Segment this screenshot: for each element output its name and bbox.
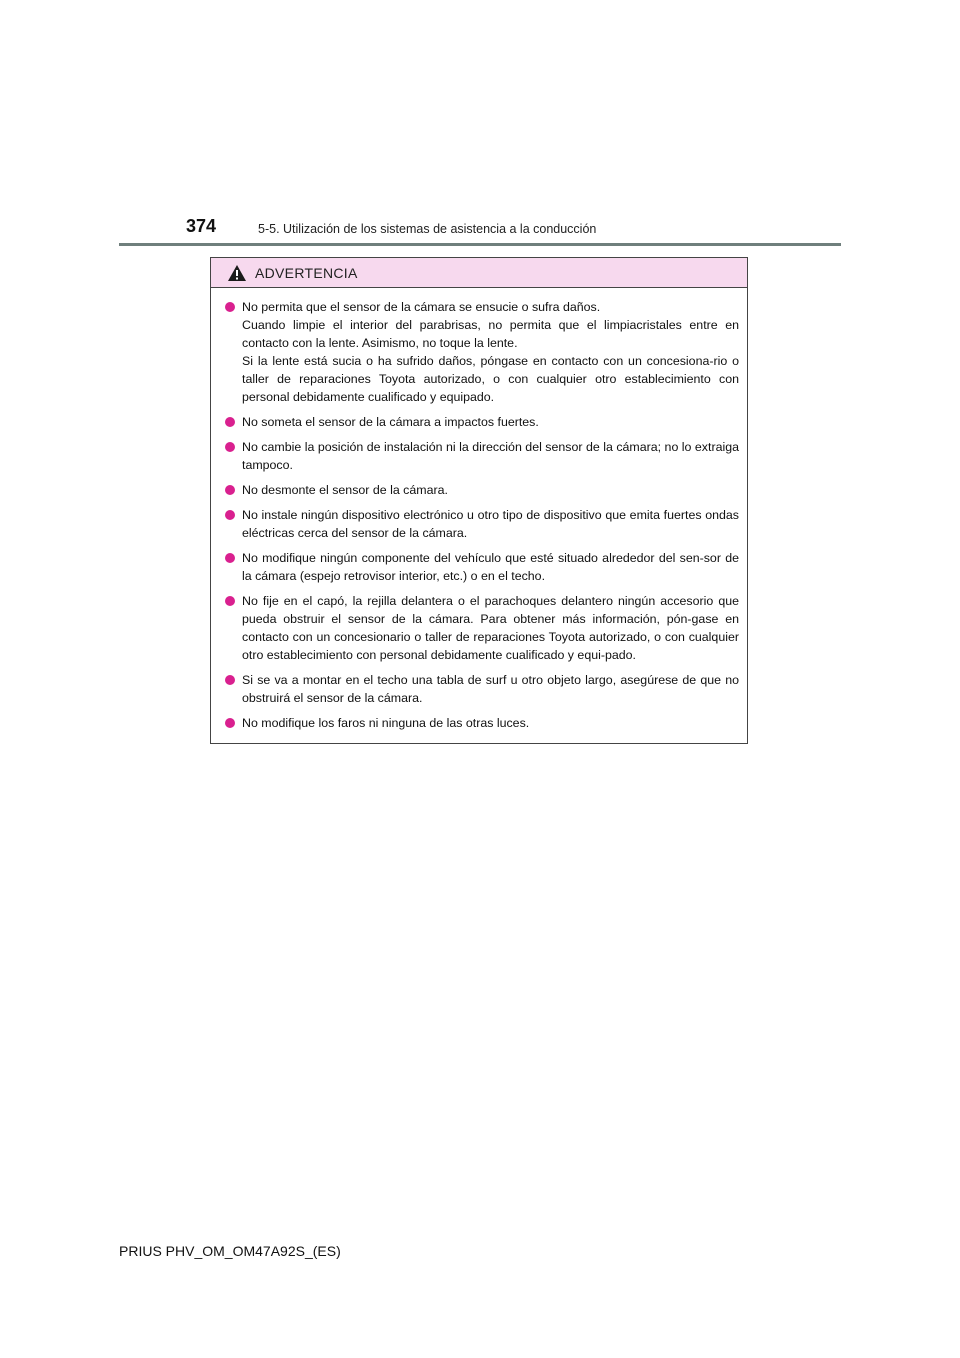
warning-item-text: Si se va a montar en el techo una tabla de surf u otro objeto largo, asegúrese de que no obstruirá el sensor de la cámara. — [242, 673, 739, 705]
warning-title: ADVERTENCIA — [255, 264, 358, 281]
warning-item-text: No instale ningún dispositivo electrónico u otro tipo de dispositivo que emita fuertes ondas eléctricas cerca del sensor de la cámara. — [242, 508, 739, 540]
warning-item-text: No permita que el sensor de la cámara se ensucie o sufra daños. Cuando limpie el interior del parabrisas, no permita que el limpiacristales entre en contacto con la lente. Asimismo, no toque la lente. Si la lente está sucia o ha sufrido daños, póngase en contacto con un concesiona-rio o taller de reparaciones Toyota autorizado, o con cualquier otro establecimiento con personal debidamente cualificado y equipado. — [242, 300, 739, 404]
bullet-dot — [225, 417, 235, 427]
warning-item-text: No someta el sensor de la cámara a impactos fuertes. — [242, 415, 539, 429]
warning-list — [211, 288, 747, 732]
warning-item — [225, 714, 739, 732]
bullet-dot — [225, 485, 235, 495]
warning-item — [225, 592, 739, 664]
warning-item-text: No desmonte el sensor de la cámara. — [242, 483, 448, 497]
page-number: 374 — [186, 216, 217, 236]
warning-item-text: No fije en el capó, la rejilla delantera o el parachoques delantero ningún accesorio que pueda obstruir el sensor de la cámara. Para obtener más información, pón-gase en contacto con un concesionario o taller de reparaciones Toyota autorizado, o con cualquier otro establecimiento con personal debidamente cualificado y equi-pado. — [242, 594, 739, 662]
warning-item — [225, 438, 739, 474]
warning-item — [225, 413, 739, 431]
document-id: PRIUS PHV_OM_OM47A92S_(ES) — [119, 1243, 341, 1259]
bullet-dot — [225, 596, 235, 606]
bullet-dot — [225, 718, 235, 728]
section-title: 5-5. Utilización de los sistemas de asistencia a la conducción — [258, 222, 597, 236]
warning-item — [225, 549, 739, 585]
bullet-dot — [225, 675, 235, 685]
warning-item-text: No cambie la posición de instalación ni la dirección del sensor de la cámara; no lo extraiga tampoco. — [242, 440, 739, 472]
warning-header — [211, 258, 747, 288]
bullet-dot — [225, 510, 235, 520]
warning-triangle-icon — [227, 264, 247, 282]
warning-item — [225, 506, 739, 542]
bullet-dot — [225, 302, 235, 312]
bullet-dot — [225, 442, 235, 452]
warning-box — [210, 257, 748, 744]
bullet-dot — [225, 553, 235, 563]
warning-item-text: No modifique ningún componente del vehículo que esté situado alrededor del sen-sor de la cámara (espejo retrovisor interior, etc.) o en el techo. — [242, 551, 739, 583]
header-rule — [119, 243, 841, 246]
warning-item — [225, 298, 739, 406]
warning-item-text: No modifique los faros ni ninguna de las otras luces. — [242, 716, 530, 730]
warning-item — [225, 481, 739, 499]
warning-item — [225, 671, 739, 707]
